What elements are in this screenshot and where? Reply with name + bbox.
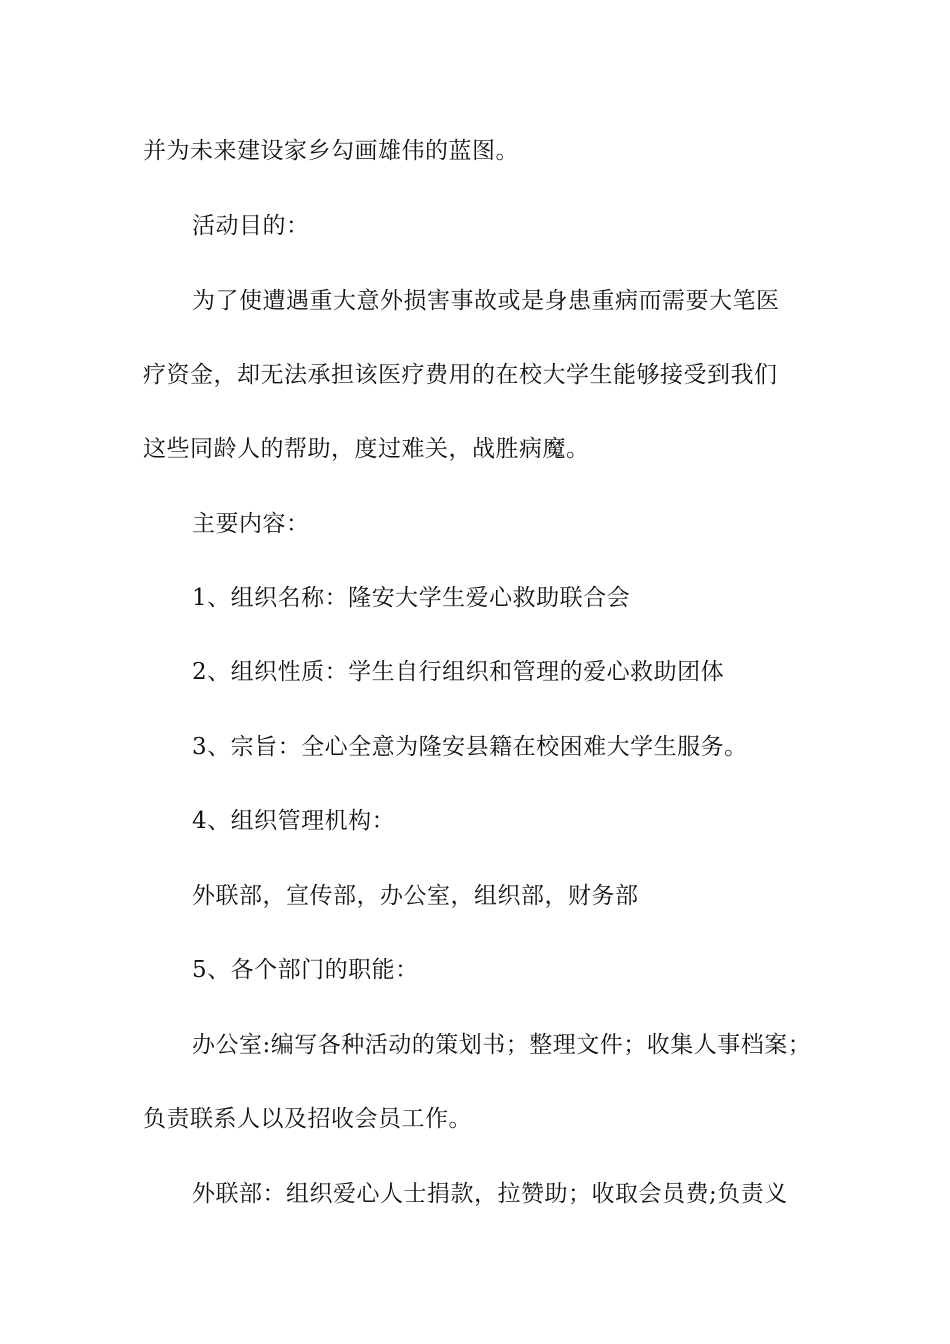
list-item-2: 2、组织性质：学生自行组织和管理的爱心救助团体: [192, 659, 725, 685]
list-item-3: 3、宗旨：全心全意为隆安县籍在校困难大学生服务。: [192, 734, 748, 760]
text-line-1: 并为未来建设家乡勾画雄伟的蓝图。: [143, 138, 519, 164]
list-item-5: 5、各个部门的职能：: [192, 957, 419, 983]
list-item-1: 1、组织名称：隆安大学生爱心救助联合会: [192, 585, 631, 611]
heading-activity-purpose: 活动目的：: [192, 213, 310, 239]
text-line-5: 这些同龄人的帮助，度过难关，战胜病魔。: [143, 436, 590, 462]
text-line-4: 疗资金，却无法承担该医疗费用的在校大学生能够接受到我们: [143, 362, 778, 388]
list-item-4: 4、组织管理机构：: [192, 808, 396, 834]
text-line-3: 为了使遭遇重大意外损害事故或是身患重病而需要大笔医: [192, 288, 780, 314]
department-list: 外联部，宣传部，办公室，组织部，财务部: [192, 883, 639, 909]
heading-main-content: 主要内容：: [192, 511, 310, 537]
text-line-office: 办公室:编写各种活动的策划书；整理文件；收集人事档案；: [192, 1032, 812, 1058]
text-line-liaison: 外联部：组织爱心人士捐款，拉赞助；收取会员费;负责义: [192, 1181, 788, 1207]
text-line-office-cont: 负责联系人以及招收会员工作。: [143, 1106, 472, 1132]
